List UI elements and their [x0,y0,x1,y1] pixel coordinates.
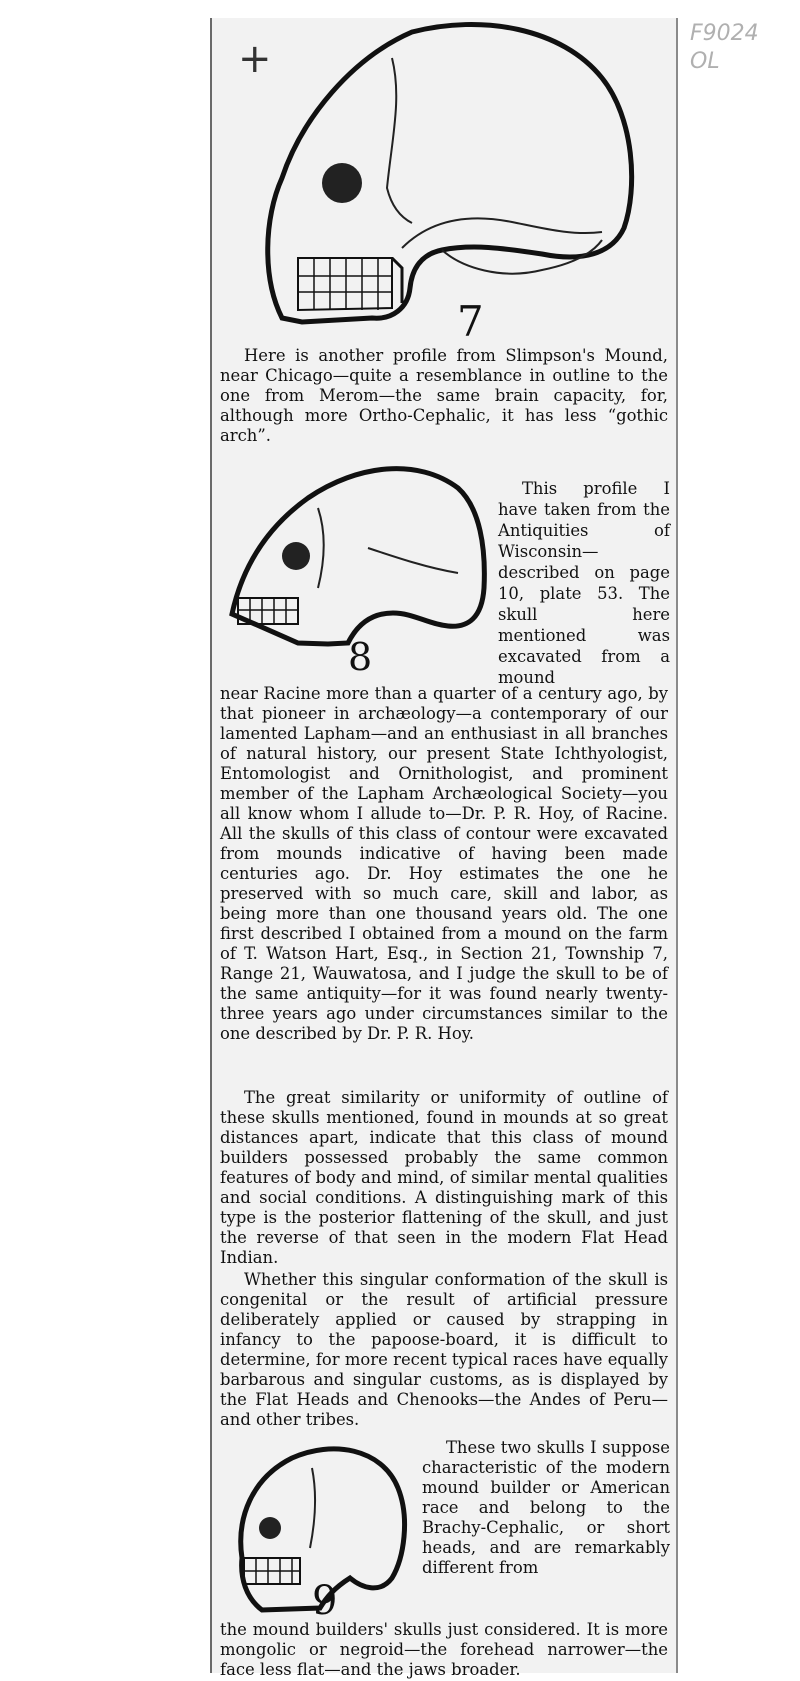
skull-figure-7 [242,18,642,348]
cross-mark: + [238,36,272,82]
paragraph-1 [220,346,668,446]
paragraph-5 [220,1620,668,1680]
paragraph-2-text: near Racine more than a quarter of a century ago, by that pioneer in archæology—a contemporary of our lamented Lapham—and an enthusiast in all branches of natural history, our present State Ichthyologist, Entomologist and Ornithologist, and prominent member of the Lapham Archæological Society—you all know whom I allude to—Dr. P. R. Hoy, of Racine. All the skulls of this class of contour were excavated from mounds indicative of having been made centuries ago. Dr. Hoy estimates the one he preserved with so much care, skill and labor, as being more than one thousand years old. The one first described I obtained from a mound on the farm of T. Watson Hart, Esq., in Section 21, Township 7, Range 21, Wauwatosa, and I judge the skull to be of the same antiquity—for it was found nearly twenty-three years ago under circumstances similar to the one described by Dr. P. R. Hoy. [220,684,668,1043]
margin-note-line-1: F9024 [690,21,759,46]
figure-number-8: 8 [348,635,373,678]
paragraph-2 [220,684,668,1044]
figure-number-9: 9 [312,1578,338,1618]
paragraph-4 [220,1270,668,1430]
paragraph-5-wrap [422,1438,670,1578]
paragraph-5-wrap-text: These two skulls I suppose characteristic of the modern mound builder or American race and belong to the Brachy-Cephalic, or short heads, and are remarkably different from [422,1438,670,1577]
skull-figure-8 [218,448,488,678]
paragraph-2-wrap [498,478,670,688]
margin-catalog-note [690,20,790,76]
paragraph-4-text: Whether this singular conformation of the skull is congenital or the result of artificial pressure deliberately applied or caused by strapping in infancy to the papoose-board, it is difficult to determine, for more recent typical races have equally barbarous and singular customs, as is displayed by the Flat Heads and Chenooks—the Andes of Peru—and other tribes. [220,1270,668,1429]
figure-number-7: 7 [457,297,484,346]
skull-figure-9 [222,1438,412,1618]
paragraph-2-wrap-text: This profile I have taken from the Antiquities of Wisconsin— described on page 10, plate 53. The skull here mentioned was excavated from a mound [498,479,670,687]
skull-drawing-7 [242,18,642,348]
newspaper-clipping [210,18,678,1679]
skull-drawing-9 [222,1438,412,1618]
paragraph-3-text: The great similarity or uniformity of outline of these skulls mentioned, found in mounds at so great distances apart, indicate that this class of mound builders possessed probably the same common features of body and mind, of similar mental qualities and social conditions. A distinguishing mark of this type is the posterior flattening of the skull, and just the reverse of that seen in the modern Flat Head Indian. [220,1088,668,1267]
paragraph-3 [220,1088,668,1268]
paragraph-5-text: the mound builders' skulls just considered. It is more mongolic or negroid—the forehead narrower—the face less flat—and the jaws broader. [220,1620,668,1679]
margin-note-line-2: OL [690,49,720,74]
paragraph-1-text: Here is another profile from Slimpson's Mound, near Chicago—quite a resemblance in outline to the one from Merom—the same brain capacity, for, although more Ortho-Cephalic, it has less “gothic arch”. [220,346,668,445]
skull-drawing-8 [218,448,488,678]
